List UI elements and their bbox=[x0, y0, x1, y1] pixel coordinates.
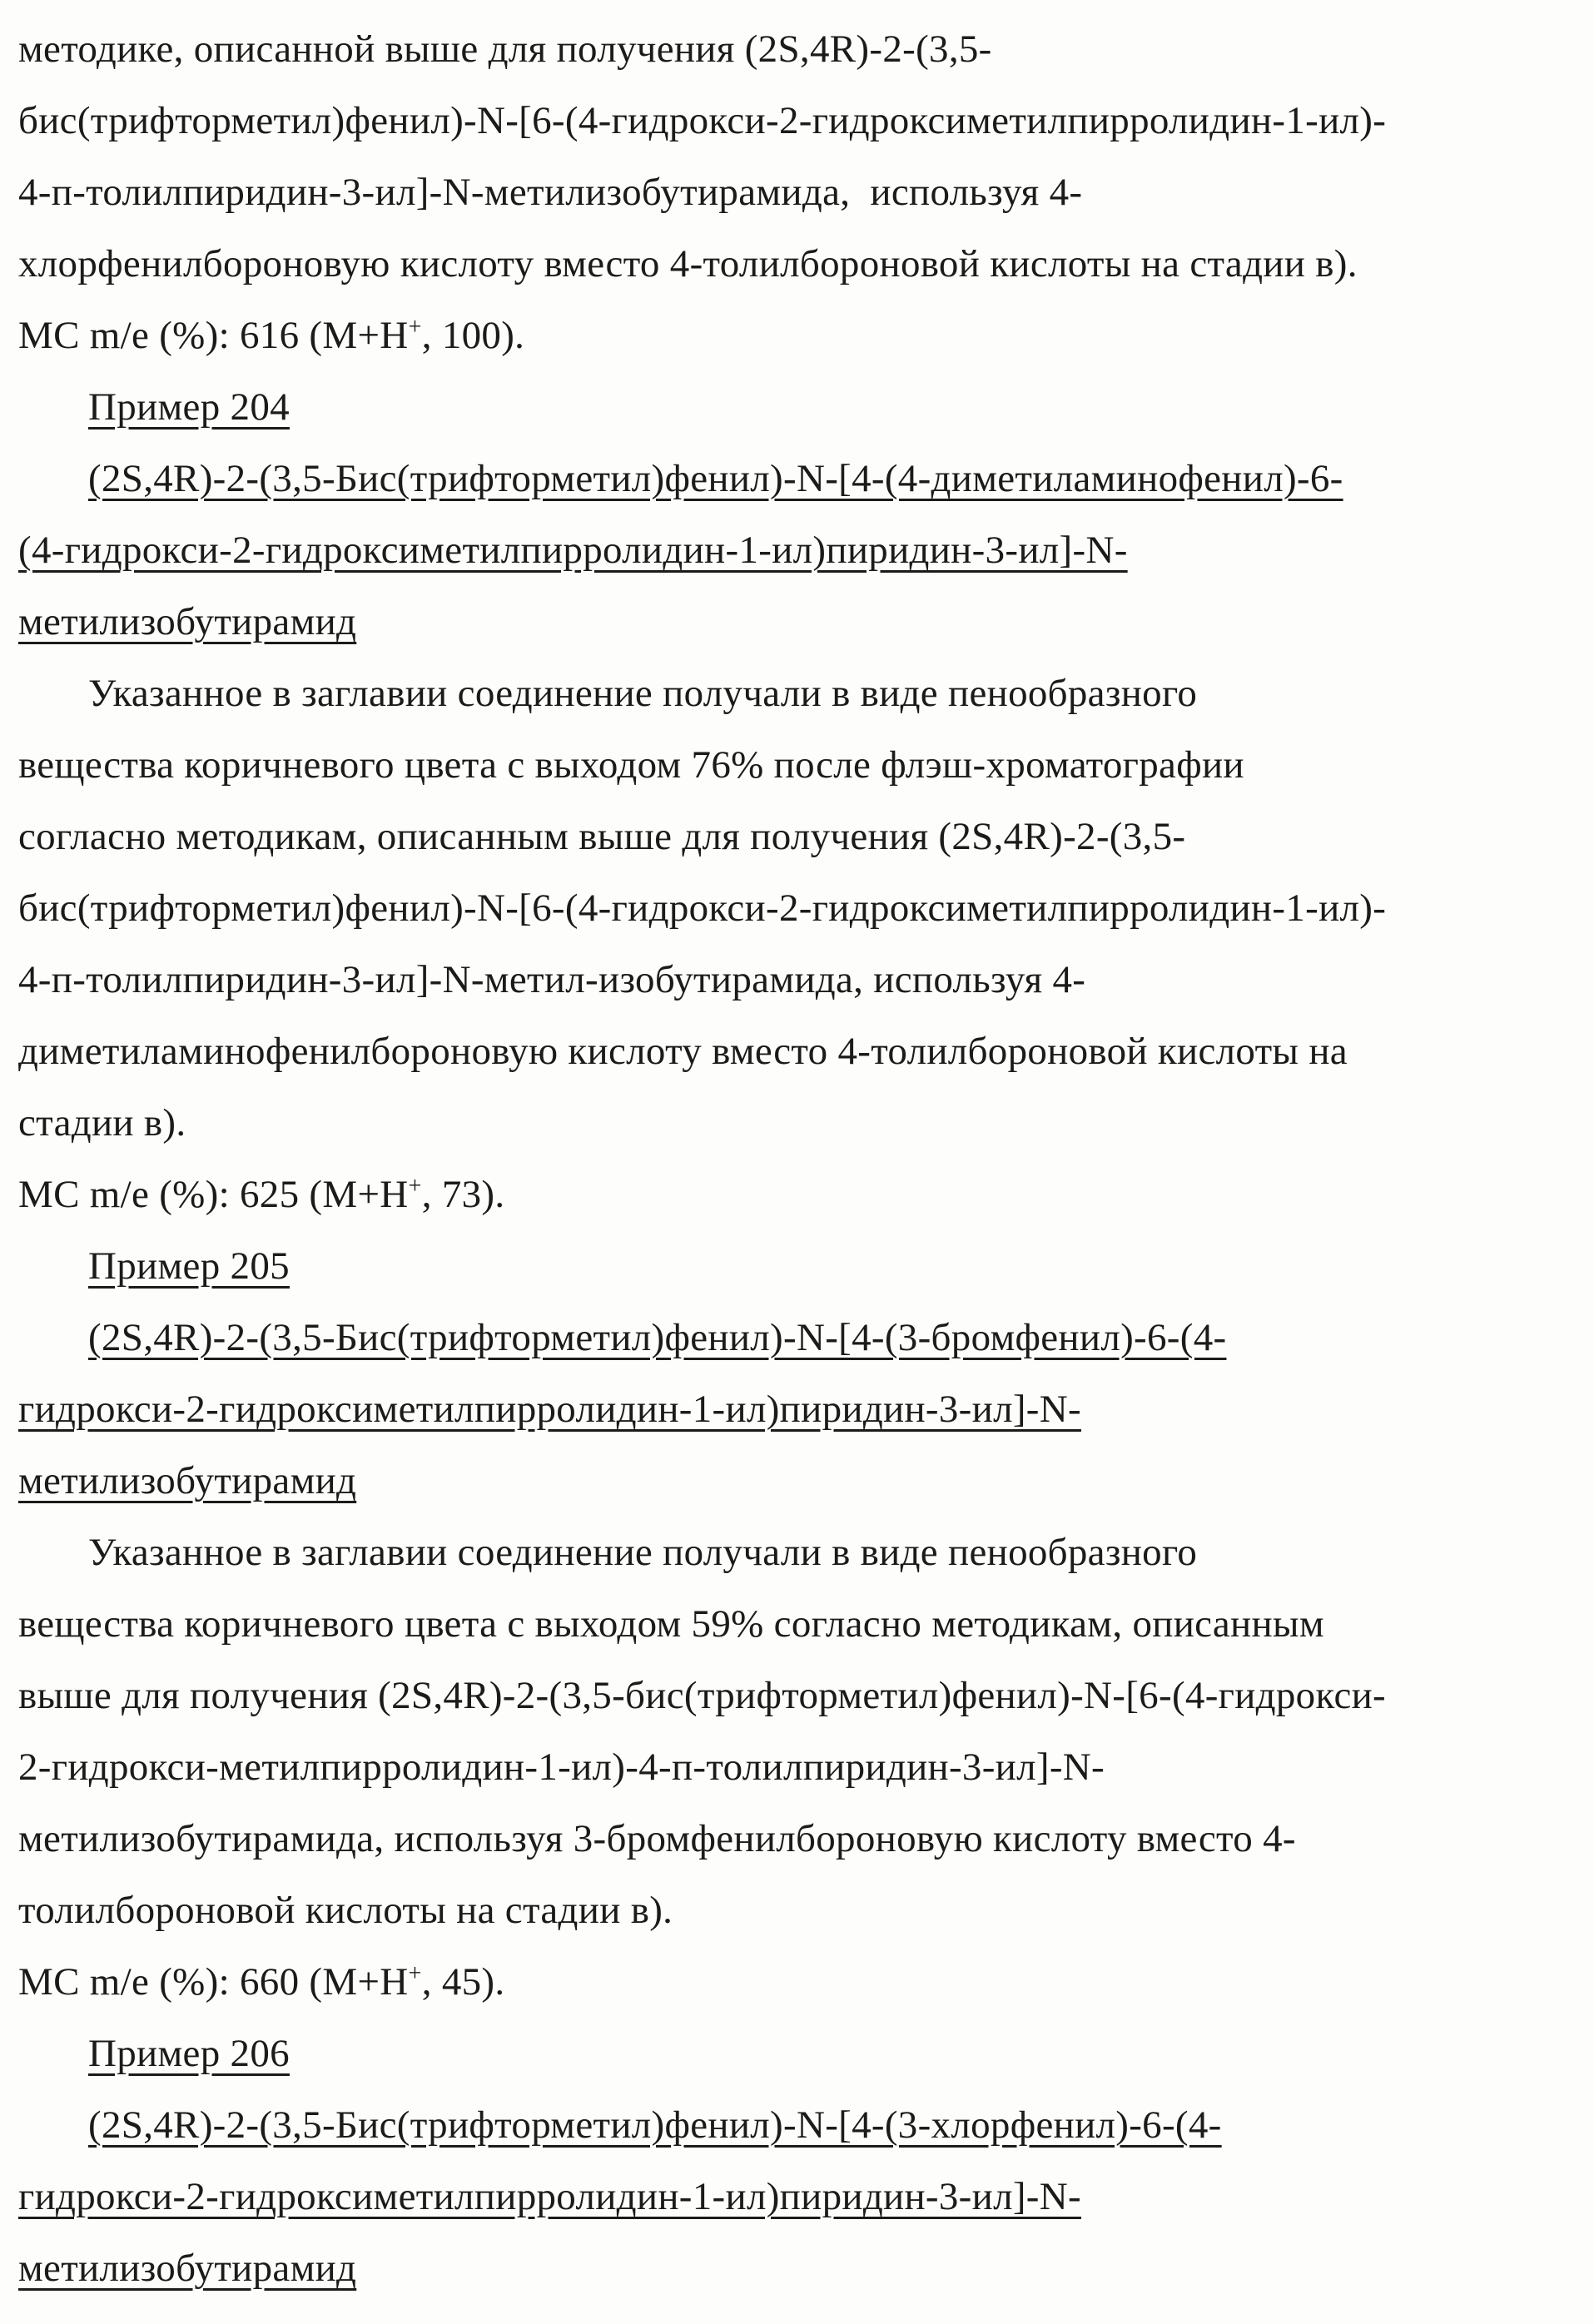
ms-spectrum-line bbox=[18, 1159, 1571, 1230]
example-heading bbox=[18, 1230, 1571, 1302]
body-text-line bbox=[18, 228, 1571, 300]
line-text: 4-п-толилпиридин-3-ил]-N-метил-изобутирамида, используя 4- bbox=[18, 958, 1086, 1001]
body-text-line bbox=[18, 13, 1571, 85]
underlined-text: Пример 206 bbox=[88, 2032, 290, 2075]
compound-name-line bbox=[18, 1373, 1571, 1445]
body-text-line bbox=[18, 801, 1571, 872]
body-text-line bbox=[18, 872, 1571, 944]
body-text-line bbox=[18, 658, 1571, 729]
line-text: выше для получения (2S,4R)-2-(3,5-бис(трифторметил)фенил)-N-[6-(4-гидрокси- bbox=[18, 1674, 1387, 1717]
body-text-line bbox=[18, 156, 1571, 228]
line-text: методике, описанной выше для получения (2S,4R)-2-(3,5- bbox=[18, 27, 992, 71]
line-text: Указанное в заглавии соединение получали в виде пенообразного bbox=[88, 672, 1198, 715]
underlined-text: гидрокси-2-гидроксиметилпирролидин-1-ил)пиридин-3-ил]-N- bbox=[18, 1388, 1081, 1431]
body-text-line bbox=[18, 1660, 1571, 1731]
body-text-line bbox=[18, 944, 1571, 1016]
line-text: Указанное в заглавии соединение получали в виде пенообразного bbox=[88, 1531, 1198, 1574]
compound-name-line bbox=[18, 586, 1571, 658]
underlined-text: Пример 205 bbox=[88, 1244, 290, 1288]
superscript-plus: + bbox=[408, 1173, 422, 1199]
compound-name-line bbox=[18, 2089, 1571, 2161]
underlined-text: Пример 204 bbox=[88, 385, 290, 429]
text-segment: МС m/e (%): 660 (M+H bbox=[18, 1960, 409, 2004]
example-heading bbox=[18, 2018, 1571, 2089]
body-text-line bbox=[18, 729, 1571, 801]
example-heading bbox=[18, 371, 1571, 443]
line-text: вещества коричневого цвета с выходом 76% после флэш-хроматографии bbox=[18, 743, 1244, 787]
body-text-line bbox=[18, 1016, 1571, 1087]
line-text: бис(трифторметил)фенил)-N-[6-(4-гидрокси-2-гидроксиметилпирролидин-1-ил)- bbox=[18, 886, 1387, 930]
line-text bbox=[18, 314, 524, 357]
line-text: 2-гидрокси-метилпирролидин-1-ил)-4-п-толилпиридин-3-ил]-N- bbox=[18, 1745, 1105, 1789]
text-segment: , 100). bbox=[421, 314, 525, 357]
line-text: согласно методикам, описанным выше для получения (2S,4R)-2-(3,5- bbox=[18, 815, 1186, 858]
underlined-text: метилизобутирамид bbox=[18, 2247, 357, 2290]
underlined-text: гидрокси-2-гидроксиметилпирролидин-1-ил)пиридин-3-ил]-N- bbox=[18, 2175, 1081, 2218]
compound-name-line bbox=[18, 2232, 1571, 2304]
underlined-text: метилизобутирамид bbox=[18, 600, 357, 643]
superscript-plus: + bbox=[408, 314, 422, 340]
compound-name-line bbox=[18, 2161, 1571, 2232]
body-text-line bbox=[18, 85, 1571, 156]
compound-name-line bbox=[18, 514, 1571, 586]
body-text-line bbox=[18, 1803, 1571, 1875]
line-text: стадии в). bbox=[18, 1101, 186, 1145]
line-text: бис(трифторметил)фенил)-N-[6-(4-гидрокси-2-гидроксиметилпирролидин-1-ил)- bbox=[18, 99, 1387, 142]
underlined-text: (4-гидрокси-2-гидроксиметилпирролидин-1-ил)пиридин-3-ил]-N- bbox=[18, 529, 1128, 572]
text-segment: , 45). bbox=[421, 1960, 505, 2004]
compound-name-line bbox=[18, 443, 1571, 514]
ms-spectrum-line bbox=[18, 300, 1571, 371]
compound-name-line bbox=[18, 1302, 1571, 1373]
underlined-text: (2S,4R)-2-(3,5-Бис(трифторметил)фенил)-N-[4-(3-бромфенил)-6-(4- bbox=[88, 1316, 1227, 1359]
line-text: вещества коричневого цвета с выходом 59% согласно методикам, описанным bbox=[18, 1602, 1324, 1646]
line-text: 4-п-толилпиридин-3-ил]-N-метилизобутирамида, используя 4- bbox=[18, 171, 1083, 214]
line-text: толилбороновой кислоты на стадии в). bbox=[18, 1889, 673, 1932]
body-text-line bbox=[18, 1731, 1571, 1803]
ms-spectrum-line bbox=[18, 1946, 1571, 2018]
body-text-line bbox=[18, 1588, 1571, 1660]
text-segment: МС m/e (%): 625 (M+H bbox=[18, 1173, 409, 1216]
body-text-line bbox=[18, 1087, 1571, 1159]
body-text-line bbox=[18, 1875, 1571, 1946]
body-text-line bbox=[18, 1517, 1571, 1588]
underlined-text: (2S,4R)-2-(3,5-Бис(трифторметил)фенил)-N-[4-(3-хлорфенил)-6-(4- bbox=[88, 2103, 1222, 2147]
underlined-text: (2S,4R)-2-(3,5-Бис(трифторметил)фенил)-N-[4-(4-диметиламинофенил)-6- bbox=[88, 457, 1343, 500]
line-text: хлорфенилбороновую кислоту вместо 4-толилбороновой кислоты на стадии в). bbox=[18, 242, 1358, 286]
superscript-plus: + bbox=[408, 1960, 422, 1987]
compound-name-line bbox=[18, 1445, 1571, 1517]
line-text bbox=[18, 1960, 504, 2004]
text-segment: , 73). bbox=[421, 1173, 505, 1216]
line-text: диметиламинофенилбороновую кислоту вместо 4-толилбороновой кислоты на bbox=[18, 1030, 1348, 1073]
text-segment: МС m/e (%): 616 (M+H bbox=[18, 314, 409, 357]
line-text: метилизобутирамида, используя 3-бромфенилбороновую кислоту вместо 4- bbox=[18, 1817, 1296, 1860]
underlined-text: метилизобутирамид bbox=[18, 1459, 357, 1502]
line-text bbox=[18, 1173, 504, 1216]
